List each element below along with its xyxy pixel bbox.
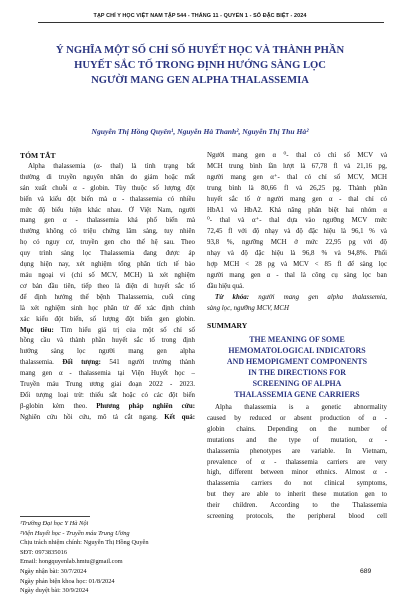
summary-line: screening protocols, the peripheral blood cell: [207, 513, 387, 521]
abstract-line: quy trình sàng lọc Thalassemia đang được áp: [20, 250, 195, 258]
abstract-line: hướng sàng lọc người mang gen alpha: [20, 348, 195, 356]
footnote-accepted: Ngày duyệt bài: 30/9/2024: [20, 587, 89, 595]
abstract-line: hợp MCH < 28 pg và MCV < 85 fl để sàng lọc: [207, 261, 387, 269]
summary-line: high, different between minor ethnics. Almost α -: [207, 469, 387, 477]
authors: Nguyễn Thị Hồng Quyên¹, Nguyễn Hà Thanh², Nguyễn Thị Thu Hà²: [91, 127, 309, 136]
muctieu-label: Mục tiêu:: [20, 326, 54, 334]
abstract-line: mang gen α - thalassemia khá phổ biến mà: [20, 217, 195, 225]
summary-line: Alpha thalassemia is a genetic abnormality: [215, 404, 387, 411]
english-title-line: AND HEMOPIGMENT COMPONENTS: [226, 357, 368, 366]
summary-body: [207, 403, 387, 523]
abstract-line: người mang gen α⁺- thal có chỉ số MCV, MCH: [207, 173, 387, 181]
keywords-line: sàng lọc, ngưỡng MCV, MCH: [207, 304, 289, 312]
abstract-line: Đối tượng loại trừ: thiếu sắt hoặc có các đột biến: [20, 391, 195, 399]
footnote-rule: [20, 516, 90, 517]
summary-line: globin chains. Depending on the number of: [207, 425, 387, 433]
english-title-line: THALASSEMIA GENE CARRIERS: [234, 390, 360, 399]
article-title-line-3: NGƯỜI MANG GEN ALPHA THALASSEMIA: [91, 75, 309, 86]
journal-header: TẠP CHÍ Y HỌC VIỆT NAM TẬP 544 - THÁNG 11 - QUYỂN 1 - SỐ ĐẶC BIỆT - 2024: [93, 13, 307, 19]
abstract-line: là xét nghiệm sinh học phân tử để xác định chính: [20, 304, 195, 312]
footnote-reviewed: Ngày phản biện khoa học: 01/8/2024: [20, 577, 115, 585]
footnote-affiliation-1: ¹Trường Đại học Y Hà Nội: [20, 520, 89, 527]
footnote-phone: SĐT: 0973835016: [20, 548, 68, 556]
abstract-line: trung bình là 80,66 fl và 26,25 pg. Thành phần: [207, 184, 387, 192]
abstract-line: Alpha thalassemia (α- thal) là tình trạng bất: [28, 162, 195, 170]
article-title-line-2: HUYẾT SẮC TỐ TRONG ĐỊNH HƯỚNG SÀNG LỌC: [74, 60, 326, 71]
footnote-affiliation-2: ²Viện Huyết học - Truyền máu Trung Ương: [20, 529, 130, 537]
english-title-line: HEMOMATOLOGICAL INDICATORS: [228, 346, 366, 355]
keywords-label: Từ khóa:: [215, 293, 250, 301]
abstract-line: thalassemia. Đối tượng: 541 người trưởng thành: [20, 359, 195, 367]
phuongphap-label: Phương pháp nghiên cứu:: [96, 402, 195, 410]
summary-line: prevalence of α - thalassemia carriers are very: [207, 458, 387, 466]
abstract-line: sản xuất chuỗi α - globin. Tùy thuộc số lượng đột: [20, 184, 195, 192]
abstract-line: 72,45 fl với độ nhạy và độ đặc hiệu là 96,1 % và: [207, 228, 387, 236]
abstract-line: biến và kiểu đột biến mà α - thalassemia có nhiều: [20, 195, 195, 203]
footnote-email: Email: hongquyenlab.hmtu@gmail.com: [20, 558, 123, 566]
abstract-line: MCH trung bình lần lượt là 67,78 fl và 21,16 pg,: [207, 162, 387, 170]
english-title-line: THE MEANING OF SOME: [249, 335, 345, 344]
header-rule: [38, 22, 384, 23]
keywords-line: Từ khóa: người mang gen alpha thalassemia,: [215, 293, 387, 301]
abstract-line: Truyền máu Trung ương giai đoạn 2022 - 2023.: [20, 381, 195, 389]
abstract-line: β-globin kèm theo. Phương pháp nghiên cứu:: [20, 402, 195, 410]
abstract-line: HbA1 và HbA2. Khả năng phân biệt hai nhóm α: [207, 206, 387, 214]
abstract-line: thường không có triệu chứng lâm sàng, tuy nhiên: [20, 228, 195, 236]
abstract-line: máu ngoại vi (chỉ số MCV, MCH) là xét nghiệm: [20, 271, 195, 279]
article-title-line-1: Ý NGHĨA MỘT SỐ CHỈ SỐ HUYẾT HỌC VÀ THÀNH PHẦN: [55, 45, 345, 56]
summary-line: their children. According to the Thalassemia: [207, 502, 387, 510]
summary-line: thalassemia carriers do not clinical symptoms,: [207, 480, 387, 488]
tomtat-heading: TÓM TẮT: [20, 151, 56, 160]
abstract-line: đầu hiệu quả.: [207, 282, 244, 290]
footnotes: [20, 519, 195, 596]
doituong-label: Đối tượng:: [62, 359, 101, 367]
summary-line: caused by reduced or absent production of α -: [207, 414, 387, 422]
abstract-line: thường di truyền nguyên nhân do giảm hoặc mất: [20, 173, 195, 181]
abstract-line: họ có nguy cơ, truyền gen cho thế hệ sau. Theo: [20, 239, 195, 247]
abstract-line: cơ bản đầu tiên, tiếp theo là điện di huyết sắc tố: [20, 282, 195, 290]
abstract-line: mang gen α - thalassemia tại Viện Huyết học –: [20, 370, 195, 378]
abstract-vi-continued: [207, 151, 387, 315]
footnote-received: Ngày nhận bài: 30/7/2024: [20, 567, 87, 575]
page-number: 689: [360, 568, 372, 575]
abstract-line: Mục tiêu: Tìm hiểu giá trị của một số chỉ số: [20, 326, 195, 334]
abstract-line: dụng hiện nay, xét nghiệm tổng phân tích tế bào: [20, 261, 195, 269]
abstract-line: nhạy và độ đặc hiệu là 96,8 % và 94,8%. Phối: [207, 250, 387, 258]
abstract-line: người mang gen α - thal là công cụ sàng lọc ban: [207, 271, 387, 279]
abstract-line: 93,8 %, ngưỡng MCH ở mức 22,95 pg với độ: [207, 239, 387, 247]
summary-line: thalassemia phenotypes are variable. In Vietnam,: [207, 447, 387, 455]
abstract-line: để định hướng thể bệnh Thalassemia, cuối cùng: [20, 293, 195, 301]
abstract-line: Nghiên cứu hồi cứu, mô tả cắt ngang. Kết quả:: [20, 413, 195, 421]
abstract-line: Người mang gen α ⁰- thal có chỉ số MCV và: [207, 152, 387, 159]
summary-line: mutations and the type of mutation, α -: [207, 436, 387, 444]
summary-line: but they are able to inherit these mutation gen to: [207, 491, 387, 499]
abstract-line: huyết sắc tố ở người mang gen α - thal chỉ có: [207, 195, 387, 203]
summary-heading: SUMMARY: [207, 321, 248, 330]
footnote-corresponding: Chịu trách nhiệm chính: Nguyễn Thị Hồng Quyên: [20, 539, 149, 547]
ketqua-label: Kết quả:: [164, 413, 195, 421]
abstract-vi: [20, 151, 195, 424]
abstract-line: ⁰- thal và α⁺- thal dựa vào ngưỡng MCV mức: [207, 217, 387, 225]
english-title-line: SCREENING OF ALPHA: [252, 379, 342, 388]
abstract-line: xác kiểu đột biến, số lượng đột biến gen globin.: [20, 315, 195, 323]
english-title-line: IN THE DIRECTIONS FOR: [248, 368, 346, 377]
abstract-line: mức độ biểu hiện khác nhau. Ở Việt Nam, người: [20, 206, 195, 214]
abstract-line: hồng cầu và thành phần huyết sắc tố trong định: [20, 337, 195, 345]
